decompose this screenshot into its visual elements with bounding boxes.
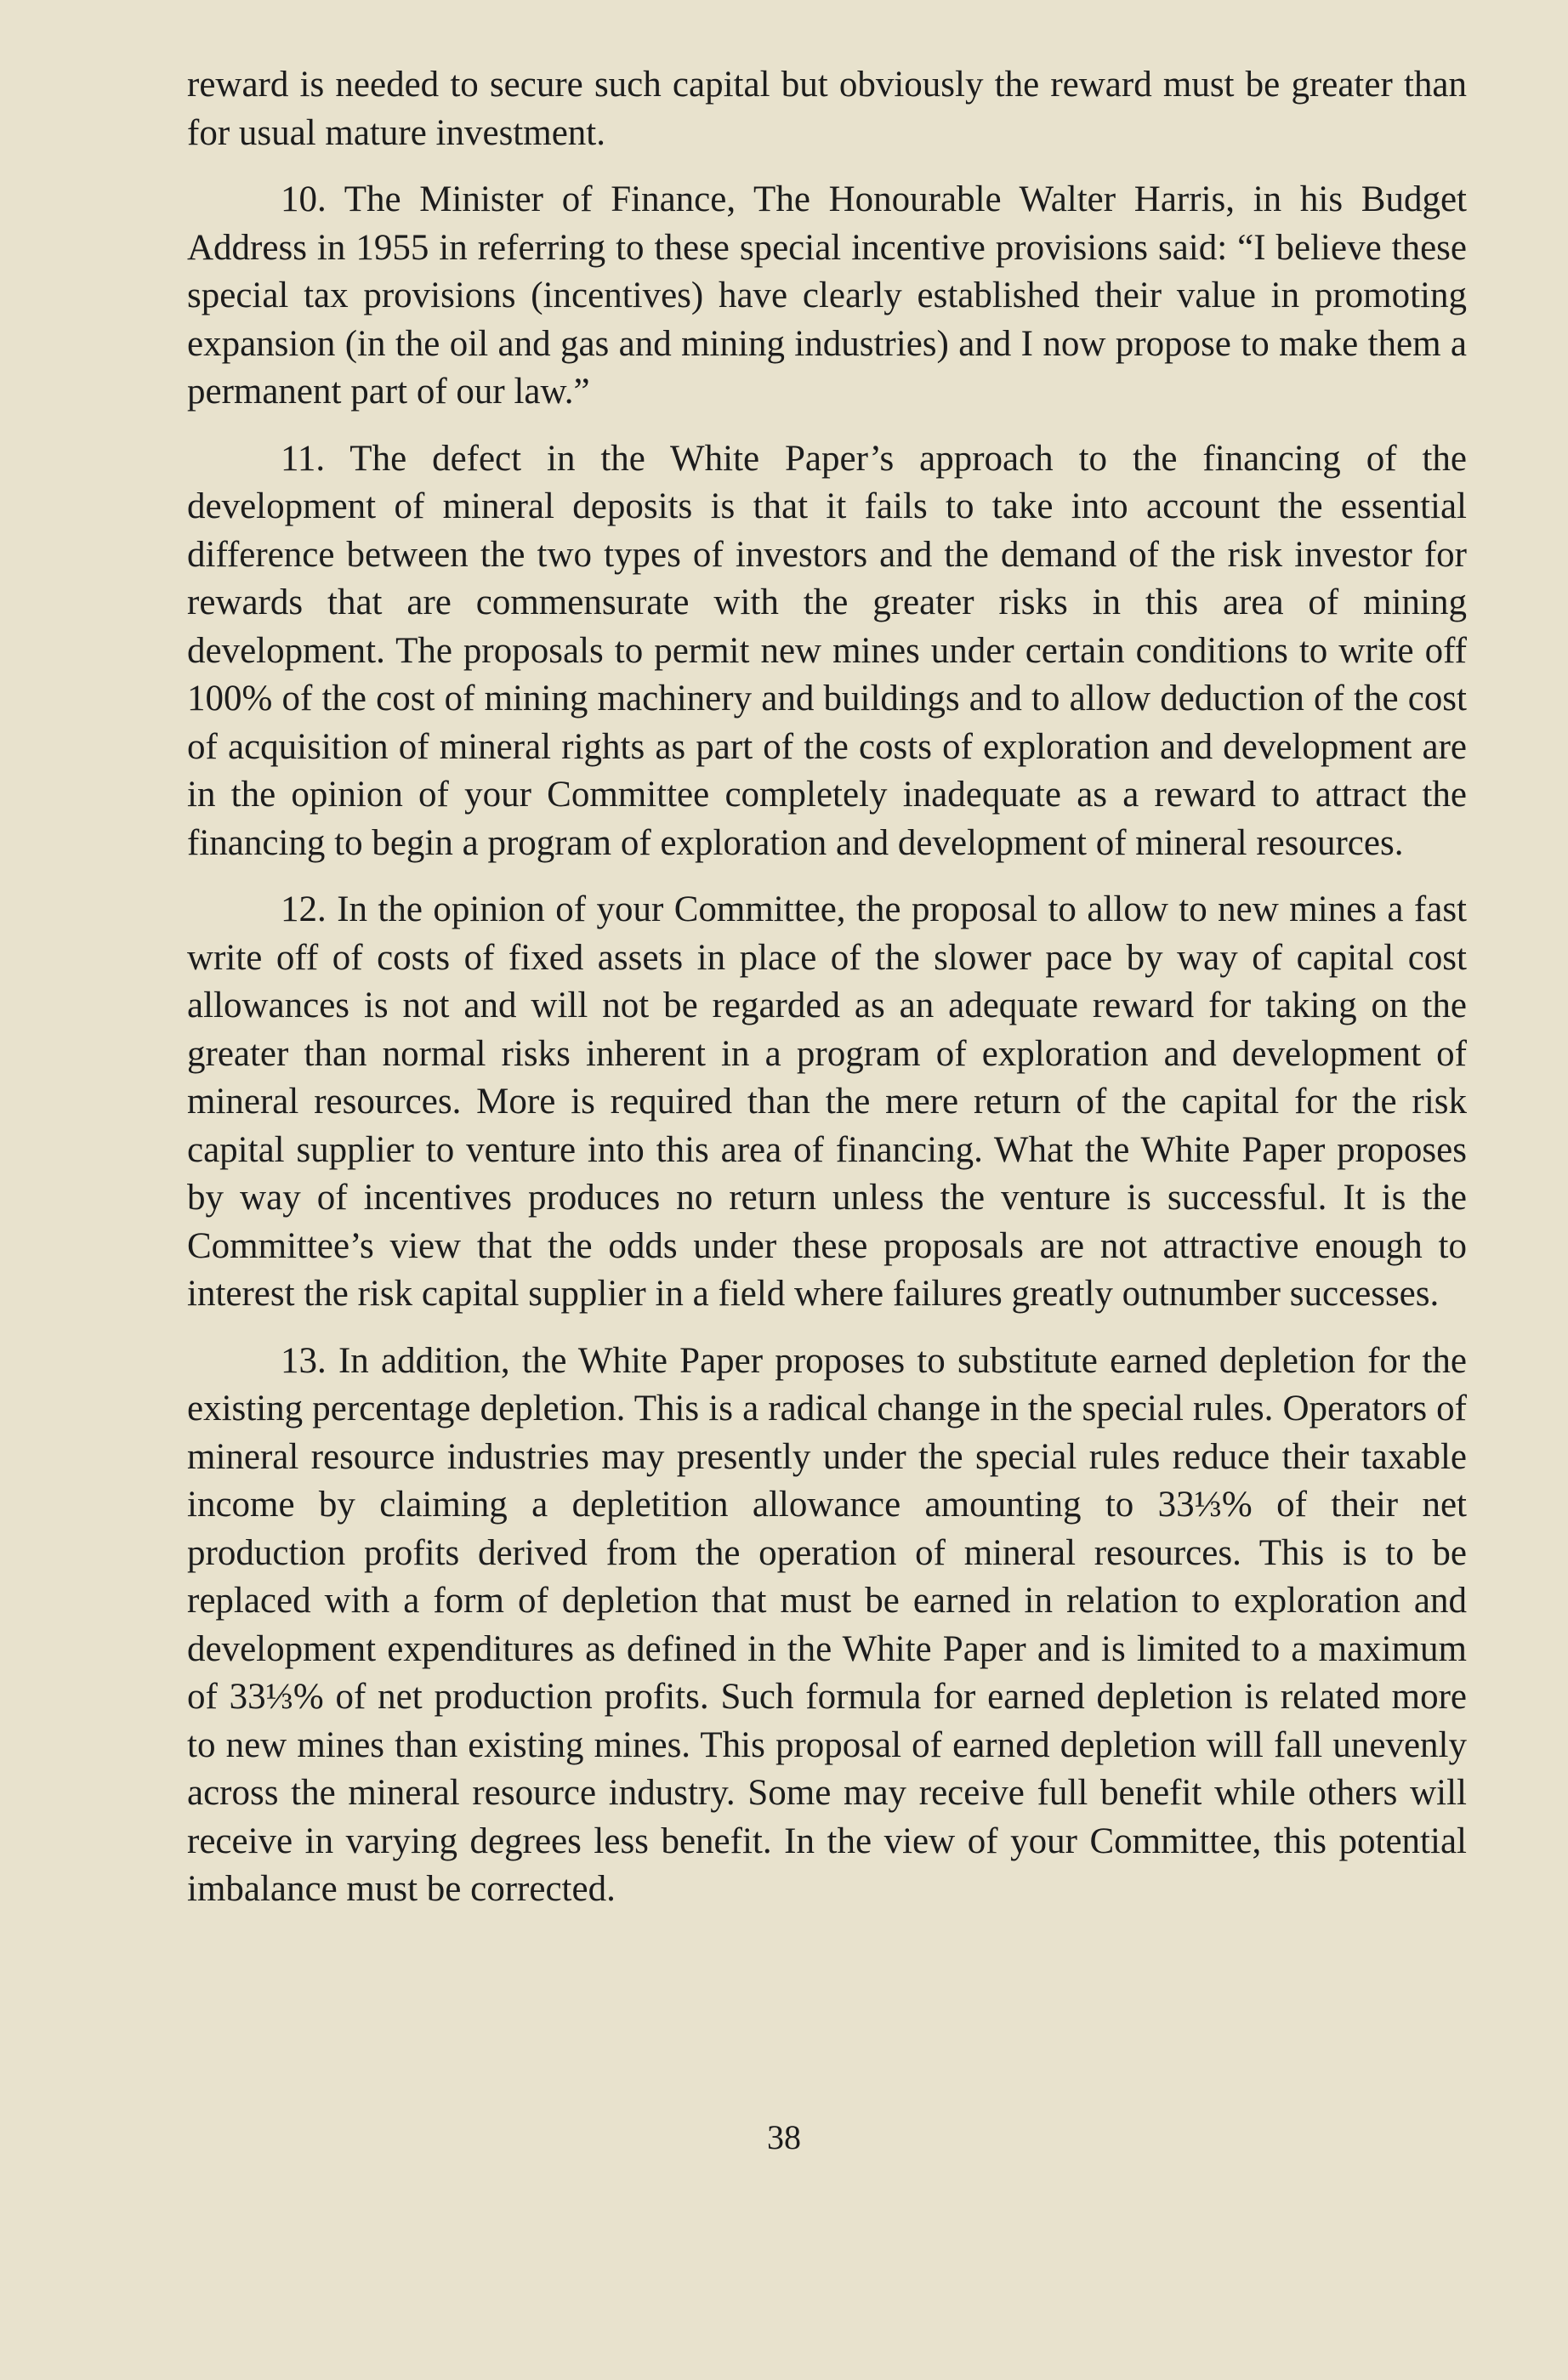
page-number: 38 xyxy=(767,2118,801,2156)
paragraph-continuation xyxy=(187,61,1467,157)
paragraph-12 xyxy=(187,886,1467,1319)
paragraph-10 xyxy=(187,176,1467,417)
paragraph-11 xyxy=(187,435,1467,868)
paragraph-13 xyxy=(187,1338,1467,1914)
paragraph-number: 11. xyxy=(281,438,326,479)
paragraph-number: 13. xyxy=(281,1340,327,1381)
paragraph-text: In addition, the White Paper proposes to substitute earned depletion for the existing percentage depletion. This is a radical change in the special rules. Operators of mineral resource industries may presently under the special rules reduce their taxable income by claiming a depletition allowance amounting to 33⅓% of their net production profits derived from the operation of mineral resources. This is to be replaced with a form of depletion that must be earned in relation to exploration and development expenditures as defined in the White Paper and is limited to a maximum of 33⅓% of net production profits. Such formula for earned depletion is related more to new mines than existing mines. This proposal of earned depletion will fall unevenly across the mineral resource industry. Some may receive full benefit while others will receive in varying degrees less benefit. In the view of your Committee, this potential imbalance must be corrected. xyxy=(187,1340,1467,1909)
paragraph-number: 10. xyxy=(281,179,327,219)
paragraph-text: The Minister of Finance, The Honourable Walter Harris, in his Budget Address in 1955 in referring to these special incentive provisions said: “I believe these special tax provisions (incentives) have clearly established their value in promoting expansion (in the oil and gas and mining industries) and I now propose to make them a permanent part of our law.” xyxy=(187,179,1467,412)
paragraph-text: The defect in the White Paper’s approach to the financing of the development of mineral deposits is that it fails to take into account the essential difference between the two types of investors and the demand of the risk investor for rewards that are commensurate with the greater risks in this area of mining development. The proposals to permit new mines under certain conditions to write off 100% of the cost of mining machinery and buildings and to allow deduction of the cost of acquisition of mineral rights as part of the costs of exploration and development are in the opinion of your Committee completely inadequate as a reward to attract the financing to begin a program of exploration and development of mineral resources. xyxy=(187,438,1467,863)
paragraph-text: In the opinion of your Committee, the proposal to allow to new mines a fast write off of costs of fixed assets in place of the slower pace by way of capital cost allowances is not and will not be regarded as an adequate reward for taking on the greater than normal risks inherent in a program of exploration and development of mineral resources. More is required than the mere return of the capital for the risk capital supplier to venture into this area of financing. What the White Paper proposes by way of incentives produces no return unless the venture is successful. It is the Committee’s view that the odds under these proposals are not attractive enough to interest the risk capital supplier in a field where failures greatly outnumber successes. xyxy=(187,889,1467,1314)
paragraph-text: reward is needed to secure such capital but obviously the reward must be greater than for usual mature investment. xyxy=(187,65,1467,153)
paragraph-number: 12. xyxy=(281,889,327,929)
body-text xyxy=(187,61,1467,1933)
